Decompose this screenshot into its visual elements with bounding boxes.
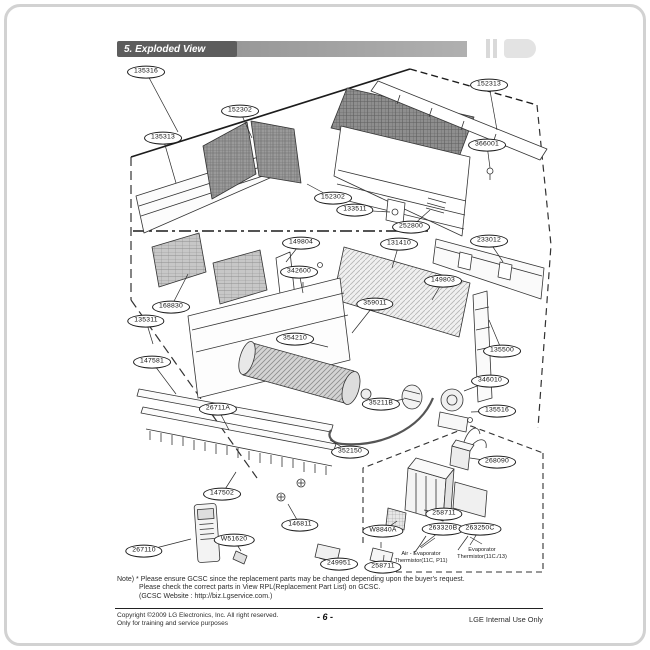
part-label-352150: 352150 <box>331 446 369 459</box>
leader-line <box>146 72 178 132</box>
leader-line <box>163 138 176 183</box>
part-label-135313: 135313 <box>144 132 182 145</box>
part-label-131410: 131410 <box>380 238 418 251</box>
part-label-366001: 366001 <box>468 139 506 152</box>
thermistor-annotation: Evaporator Thermistor(11C./13) <box>457 547 507 560</box>
part-label-249951: 249951 <box>320 558 358 571</box>
part-label-146811: 146811 <box>281 519 318 532</box>
part-label-26711A: 26711A <box>199 403 237 416</box>
note-line-3: (GCSC Website : http://biz.Lgservice.com.) <box>139 592 273 600</box>
classification-text: LGE Internal Use Only <box>469 615 543 624</box>
part-label-149803: 149803 <box>424 275 462 288</box>
page-number: - 6 - <box>316 612 333 622</box>
part-label-133511: 133511 <box>336 204 373 217</box>
part-label-35211B: 35211B <box>362 398 400 411</box>
part-label-W51620: W51620 <box>214 534 255 547</box>
part-label-359011: 359011 <box>356 298 393 311</box>
part-label-135311: 135311 <box>127 315 164 328</box>
thermistor-annotation: Air - Evaporator Thermistor(11C, P11) <box>394 551 448 564</box>
part-label-346010: 346010 <box>471 375 509 388</box>
part-label-152313: 152313 <box>470 79 508 92</box>
part-label-258711: 258711 <box>425 508 462 521</box>
part-label-268090: 268090 <box>478 456 516 469</box>
note-line-1: Note) * Please ensure GCSC since the replacement parts may be changed depending upon the buyer's request. <box>117 576 465 583</box>
part-label-135516: 135516 <box>478 405 516 418</box>
section-title: 5. Exploded View <box>124 43 206 55</box>
part-label-152302: 152302 <box>221 105 259 118</box>
part-label-W8840A: W8840A <box>362 525 403 538</box>
part-label-267110: 267110 <box>125 545 162 558</box>
copyright-line-1: Copyright ©2009 LG Electronics, Inc. All right reserved. <box>117 612 279 619</box>
part-label-342600: 342600 <box>280 266 318 279</box>
part-label-135500: 135500 <box>483 345 521 358</box>
part-label-263320B: 263320B <box>422 523 465 536</box>
part-label-149804: 149804 <box>282 237 320 250</box>
part-label-147581: 147581 <box>133 356 171 369</box>
part-label-135316: 135316 <box>127 66 165 79</box>
copyright-line-2: Only for training and service purposes <box>117 620 229 628</box>
part-label-354210: 354210 <box>276 333 314 346</box>
part-label-252800: 252800 <box>392 221 430 234</box>
part-label-152302: 152302 <box>314 192 352 205</box>
part-label-258711: 258711 <box>364 561 401 574</box>
note-line-2: Please check the correct parts in View RPL(Replacement Part List) on GCSC. <box>139 584 381 592</box>
part-label-147502: 147502 <box>203 488 241 501</box>
leader-line <box>489 85 497 130</box>
part-label-233012: 233012 <box>470 235 508 248</box>
part-label-168830: 168830 <box>152 301 190 314</box>
part-label-263250C: 263250C <box>459 523 502 536</box>
